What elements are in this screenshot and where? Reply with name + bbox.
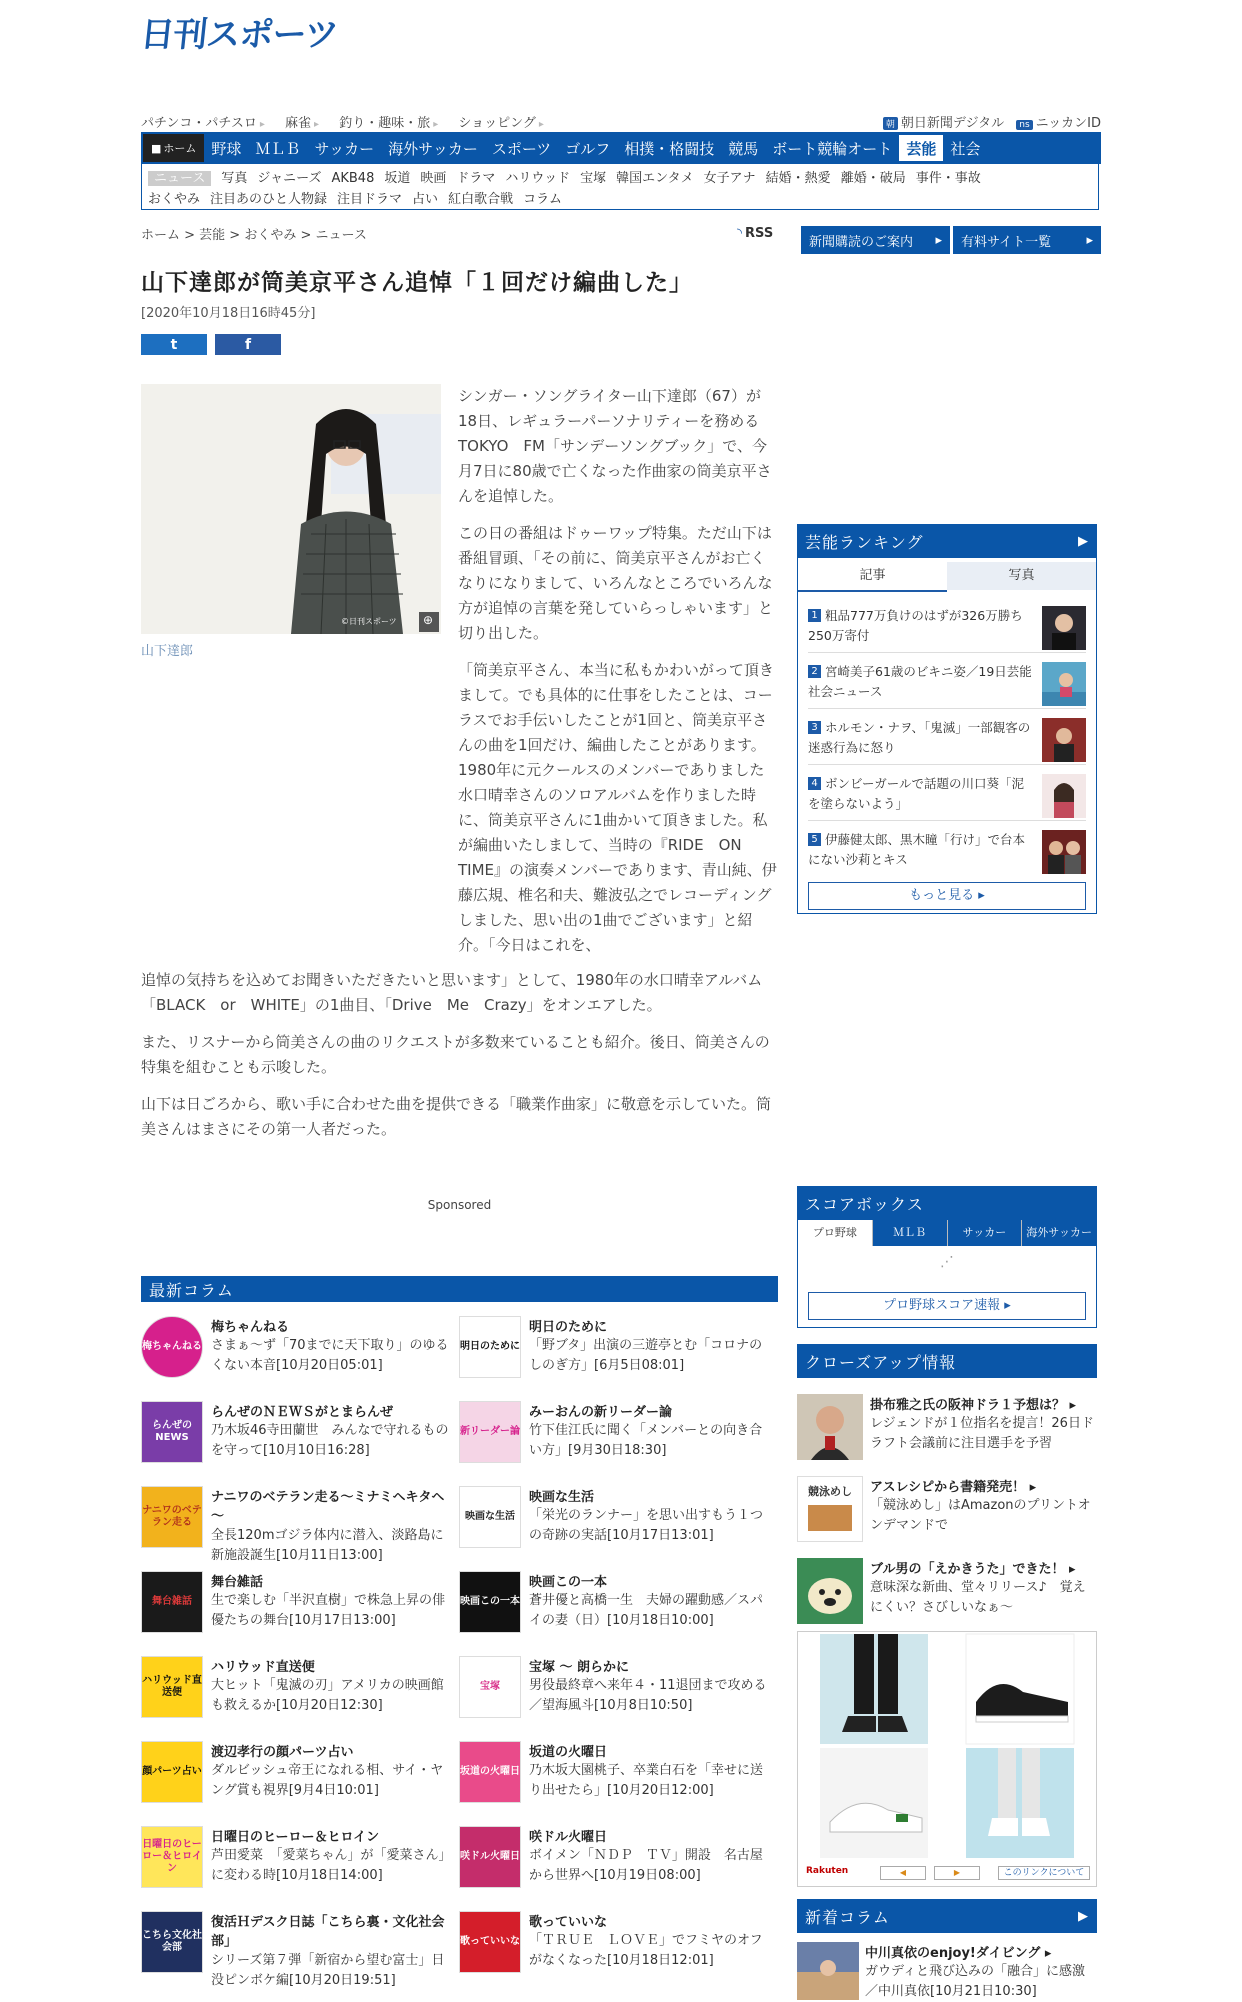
column-icon: 舞台雑話 (141, 1571, 203, 1633)
nav-society[interactable]: 社会 (950, 139, 981, 158)
ranking-tab-photos[interactable]: 写真 (947, 562, 1096, 590)
column-item[interactable] (459, 1826, 769, 1906)
column-desc: さまぁ～ず「70までに天下取り」のゆるくない本音[10月20日05:01] (211, 1338, 449, 1373)
bulldog-mascot-icon (797, 1558, 863, 1624)
facebook-share-button[interactable] (215, 334, 281, 355)
ranking-item[interactable] (808, 602, 1086, 653)
column-item[interactable] (459, 1656, 769, 1736)
column-icon: 新リーダー論 (459, 1401, 521, 1463)
score-flash-label: プロ野球スコア速報 (883, 1298, 1001, 1313)
subnav-item[interactable]: AKB48 (331, 171, 375, 186)
util-link-shopping[interactable]: ショッピング ▸ (458, 116, 544, 131)
column-desc: 乃木坂46寺田蘭世 みんなで守れるものを守って[10月10日16:28] (211, 1423, 449, 1458)
ranking-item[interactable] (808, 770, 1086, 821)
column-title: みーおんの新リーダー論 (529, 1405, 673, 1420)
new-column-item-desc: ガウディと飛び込みの「融合」に感激／中川真依[10月21日10:30] (865, 1964, 1085, 1999)
column-title: 宝塚 ～ 朗らかに (529, 1660, 630, 1675)
rank-number: 4 (808, 777, 821, 790)
nikkan-id-link[interactable]: ニッカンID (1035, 116, 1101, 131)
twitter-share-button[interactable] (141, 334, 207, 355)
article-body-full (141, 968, 778, 1154)
column-desc: 全長120mゴジラ体内に潜入、淡路島に新施設誕生[10月11日13:00] (211, 1528, 444, 1563)
article-paragraph: シンガー・ソングライター山下達郎（67）が18日、レギュラーパーソナリティーを務めるTOKYO FM「サンデーソングブック」で、今月7日に80歳で亡くなった作曲家の筒美京平さんを追悼した。 (458, 387, 772, 505)
nav-soccer[interactable]: サッカー (314, 139, 375, 158)
subnav-item[interactable]: 女子アナ (703, 171, 756, 186)
subnav-item[interactable]: ドラマ (456, 171, 496, 186)
column-icon: 宝塚 (459, 1656, 521, 1718)
column-item[interactable] (141, 1401, 451, 1481)
loading-icon: ⋰ (940, 1254, 954, 1270)
nikkan-id-icon: ns (1016, 120, 1032, 130)
nav-sports[interactable]: スポーツ (491, 139, 552, 158)
column-item[interactable] (141, 1571, 451, 1651)
closeup-title: アスレシピから書籍発売！ (870, 1480, 1026, 1495)
column-icon: 梅ちゃんねる (141, 1316, 203, 1378)
nav-mlb[interactable]: ＭＬＢ (255, 139, 301, 158)
ranking-thumbnail (1042, 774, 1086, 818)
new-column-item-title: 中川真依のenjoy!ダイビング (865, 1946, 1041, 1961)
article-body (458, 384, 778, 958)
rss-icon: ◝ (737, 226, 743, 241)
article-paragraph: この日の番組はドゥーワップ特集。ただ山下は番組冒頭、「その前に、筒美京平さんがお亡くなりになりまして、いろんなところでいろんな方が追悼の言葉を発していらっしゃいます」と切り出した。 (458, 524, 774, 642)
breadcrumb[interactable]: ホーム > 芸能 > おくやみ > ニュース (141, 228, 367, 243)
facebook-icon: f (244, 336, 252, 353)
closeup-item[interactable]: 掛布雅之氏の阪神ドラ１予想は？ ▸ レジェンドが１位指名を提言！26日ドラフト会議前に注目選手を予習 (797, 1394, 1097, 1460)
column-icon: 歌っていいな (459, 1911, 521, 1973)
sponsored-label: Sponsored (427, 1198, 492, 1212)
subnav-item[interactable]: 離婚・破局 (840, 171, 906, 186)
subnav-item[interactable]: ハリウッド (505, 171, 571, 186)
ranking-thumbnail (1042, 830, 1086, 874)
column-title: 坂道の火曜日 (529, 1745, 608, 1760)
subnav-item[interactable]: 占い (412, 192, 439, 207)
scorebox-header: スコアボックス (797, 1186, 1097, 1220)
rank-number: 2 (808, 665, 821, 678)
column-title: 復活Ｈデスク日誌「こちら裏・文化社会部」 (211, 1915, 445, 1949)
column-title: 明日のために (529, 1320, 608, 1335)
column-desc: 竹下佳江氏に聞く「メンバーとの向き合い方」[9月30日18:30] (529, 1423, 763, 1458)
column-icon: 映画な生活 (459, 1486, 521, 1548)
column-item[interactable] (459, 1741, 769, 1821)
closeup-desc: 意味深な新曲、堂々リリース♪ 覚えにくい？さびしいなぁ～ (870, 1580, 1086, 1615)
rss-label: RSS (745, 226, 774, 241)
column-icon: 坂道の火曜日 (459, 1741, 521, 1803)
subnav-item[interactable]: 宝塚 (580, 171, 607, 186)
column-desc: 乃木坂大園桃子、卒業白石を「幸せに送り出せたら」[10月20日12:00] (529, 1763, 764, 1798)
score-tab-mlb[interactable]: ＭＬＢ (873, 1220, 948, 1246)
ranking-title: 芸能ランキング (805, 532, 924, 552)
column-title: らんぜのＮＥＷＳがとまらんぜ (211, 1405, 394, 1420)
subscription-button[interactable]: 新聞購読のご案内 ▸ (801, 226, 950, 254)
ranking-item[interactable] (808, 714, 1086, 765)
column-icon: 映画この一本 (459, 1571, 521, 1633)
column-title: 舞台雑話 (211, 1575, 264, 1590)
column-icon: 明日のために (459, 1316, 521, 1378)
column-title: 映画この一本 (529, 1575, 608, 1590)
column-icon: 日曜日のヒーロー＆ヒロイン (141, 1826, 203, 1888)
column-title: 映画な生活 (529, 1490, 595, 1505)
shopping-ad[interactable] (797, 1631, 1097, 1887)
subnav-item[interactable]: 結婚・熱愛 (765, 171, 831, 186)
column-icon: ハリウッド直送便 (141, 1656, 203, 1718)
article-paragraph: また、リスナーから筒美さんの曲のリクエストが多数来ていることも紹介。後日、筒美さんの特集を組むことも示唆した。 (141, 1033, 770, 1076)
twitter-icon: t (170, 336, 178, 353)
subnav-news[interactable]: ニュース (148, 171, 211, 186)
utility-bar (141, 112, 1101, 132)
util-link-mahjong[interactable]: 麻雀 ▸ (285, 116, 319, 131)
paid-sites-button[interactable]: 有料サイト一覧 ▸ (953, 226, 1101, 254)
ranking-more-label: もっと見る (909, 888, 975, 903)
ranking-item-text: ホルモン・ナヲ、「鬼滅」一部観客の迷惑行為に怒り (808, 720, 1031, 755)
ranking-header[interactable] (797, 524, 1097, 558)
ranking-thumbnail (1042, 662, 1086, 706)
article-paragraph: 「筒美京平さん、本当に私もかわいがって頂きまして。でも具体的に仕事をしたことは、コーラスでお手伝いしたことが1回と、筒美京平さんの曲を1回だけ、編曲したことがあります。1980年に元クールスのメンバーでありました水口晴幸さんのソロアルバムを作りました時に、筒美京平さんに1曲かいて頂きました。私が編曲いたしまして、当時の『RIDE ON TIME』の演奏メンバーであります、青山純、伊藤広規、椎名和夫、難波弘之でレコーディングしました、思い出の1曲でございます」と紹介。「今日はこれを、 (458, 661, 777, 954)
column-desc: ダルビッシュ帝王になれる相、サイ・ヤング賞も視界[9月4日10:01] (211, 1763, 444, 1798)
column-title: 咲ドル火曜日 (529, 1830, 608, 1845)
closeup-thumbnail (797, 1394, 863, 1460)
column-item[interactable] (141, 1741, 451, 1821)
column-desc: 生で楽しむ「半沢直樹」で株急上昇の俳優たちの舞台[10月17日13:00] (211, 1593, 446, 1628)
ranking-box (797, 558, 1097, 914)
subnav-item[interactable]: 事件・事故 (915, 171, 981, 186)
nav-boat[interactable]: ボート競輪オート (772, 139, 893, 158)
ranking-item[interactable] (808, 658, 1086, 709)
column-desc: ボイメン「ＮＤＰ ＴＶ」開設 名古屋から世界へ[10月19日08:00] (529, 1848, 763, 1883)
scorebox (797, 1220, 1097, 1328)
column-item[interactable] (459, 1316, 769, 1396)
column-desc: 「野ブタ」出演の三遊亭とむ「コロナのしのぎ方」[6月5日08:01] (529, 1338, 763, 1373)
nav-world-soccer[interactable]: 海外サッカー (388, 139, 478, 158)
column-icon: こちら文化社会部 (141, 1911, 203, 1973)
util-link-pachinko[interactable]: パチンコ・パチスロ ▸ (141, 116, 265, 131)
subnav-item[interactable]: おくやみ (148, 192, 201, 207)
column-icon: 咲ドル火曜日 (459, 1826, 521, 1888)
score-tab-soccer[interactable]: サッカー (948, 1220, 1023, 1246)
book-cover-label: 競泳めし (808, 1485, 852, 1498)
ad-products-image (798, 1632, 1096, 1864)
column-item[interactable] (459, 1401, 769, 1481)
subnav-item[interactable]: 坂道 (384, 171, 411, 186)
global-nav (141, 132, 1101, 164)
nav-home[interactable] (143, 134, 204, 162)
ad-about-link[interactable]: このリンクについて (998, 1866, 1090, 1880)
photo-caption: 山下達郎 (141, 644, 194, 659)
column-item[interactable] (141, 1911, 451, 1991)
column-title: ナニワのベテラン走る～ミナミヘキタヘ～ (211, 1490, 445, 1524)
sub-nav (141, 164, 1099, 210)
article-photo[interactable] (141, 384, 441, 634)
chevron-right-icon: ▶ (1078, 1908, 1089, 1924)
column-item[interactable] (459, 1571, 769, 1651)
subnav-item[interactable]: 注目あのひと人物録 (210, 192, 328, 207)
column-icon: ナニワのベテラン走る (141, 1486, 203, 1548)
new-column-title: 新着コラム (805, 1907, 890, 1927)
home-icon: ■ (151, 141, 162, 155)
score-tab-world-soccer[interactable]: 海外サッカー (1022, 1220, 1096, 1246)
ranking-tab-articles[interactable]: 記事 (798, 562, 947, 592)
column-desc: 大ヒット「鬼滅の刃」アメリカの映画館も救えるか[10月20日12:30] (211, 1678, 444, 1713)
ad-prev-button[interactable]: ◀ (880, 1866, 926, 1880)
site-logo[interactable]: 日刊スポーツ (138, 14, 340, 55)
subnav-item[interactable]: 映画 (420, 171, 447, 186)
column-title: ハリウッド直送便 (211, 1660, 315, 1675)
ranking-more-button[interactable]: もっと見る ▸ (808, 882, 1086, 910)
nav-baseball[interactable]: 野球 (211, 139, 242, 158)
closeup-title: 掛布雅之氏の阪神ドラ１予想は？ (870, 1398, 1066, 1413)
article-paragraph: 山下は日ごろから、歌い手に合わせた曲を提供できる「職業作曲家」に敬意を示していた。筒美さんはまさにその第一人者だった。 (141, 1095, 772, 1138)
rank-number: 5 (808, 833, 821, 846)
util-link-fishing[interactable]: 釣り・趣味・旅 ▸ (339, 116, 438, 131)
new-column-thumbnail (797, 1942, 859, 2000)
asahi-icon: 朝 (883, 117, 898, 130)
subnav-item[interactable]: 注目ドラマ (337, 192, 403, 207)
column-item[interactable] (141, 1486, 451, 1566)
new-column-item[interactable]: 中川真依のenjoy!ダイビング ▸ ガウディと飛び込みの「融合」に感激／中川真依[10月21日10:30] (797, 1942, 1097, 2000)
column-desc: 男役最終章へ来年４・11退団まで攻める／望海風斗[10月8日10:50] (529, 1678, 767, 1713)
rank-number: 1 (808, 609, 821, 622)
score-flash-button[interactable]: プロ野球スコア速報 ▸ (808, 1292, 1086, 1320)
article-date: [2020年10月18日16時45分] (141, 306, 316, 321)
subnav-item[interactable]: ジャニーズ (257, 171, 322, 186)
ranking-item-text: 宮崎美子61歳のビキニ姿／19日芸能社会ニュース (808, 664, 1032, 699)
column-item[interactable] (141, 1826, 451, 1906)
new-column-header[interactable] (797, 1899, 1097, 1933)
ad-next-button[interactable]: ▶ (934, 1866, 980, 1880)
closeup-header: クローズアップ情報 (797, 1344, 1097, 1378)
chevron-right-icon: ▶ (1078, 533, 1089, 549)
ranking-item-text: 粗品777万負けのはずが326万勝ち250万寄付 (808, 608, 1023, 643)
subnav-item[interactable]: 写真 (221, 171, 248, 186)
column-item[interactable] (141, 1316, 451, 1396)
portrait-image (141, 384, 441, 634)
column-item[interactable] (459, 1911, 769, 1991)
rss-link[interactable] (737, 226, 773, 241)
nav-sumo[interactable]: 相撲・格闘技 (624, 139, 715, 158)
subnav-item[interactable]: 韓国エンタメ (616, 171, 694, 186)
ranking-item-text: 伊藤健太郎、黒木瞳「行け」で台本にない沙莉とキス (808, 832, 1026, 867)
subnav-item[interactable]: コラム (523, 192, 562, 207)
ranking-thumbnail (1042, 718, 1086, 762)
rakuten-logo: Rakuten (806, 1866, 849, 1876)
closeup-desc: 「競泳めし」はAmazonのプリントオンデマンドで (870, 1498, 1091, 1533)
score-tab-npb[interactable]: プロ野球 (798, 1220, 873, 1246)
ranking-item-text: ボンビーガールで話題の川口葵「泥を塗らないよう」 (808, 776, 1025, 811)
ranking-item[interactable] (808, 826, 1086, 876)
closeup-item[interactable]: ブル男の「えかきうた」できた！ ▸ 意味深な新曲、堂々リリース♪ 覚えにくい？さびしいなぁ～ (797, 1558, 1097, 1624)
column-title: 日曜日のヒーロー＆ヒロイン (211, 1830, 380, 1845)
asahi-link[interactable]: 朝日新聞デジタル (900, 116, 1005, 131)
column-title: 梅ちゃんねる (211, 1320, 290, 1335)
column-item[interactable] (459, 1486, 769, 1566)
column-desc: 芦田愛菜 「愛菜ちゃん」が「愛菜さん」に変わる時[10月18日14:00] (211, 1848, 446, 1883)
nav-entertainment[interactable]: 芸能 (899, 135, 943, 161)
nav-keiba[interactable]: 競馬 (728, 139, 759, 158)
zoom-icon[interactable]: ⊕ (423, 613, 434, 627)
column-desc: 「栄光のランナー」を思い出すもう１つの奇跡の実話[10月17日13:01] (529, 1508, 764, 1543)
closeup-title: ブル男の「えかきうた」できた！ (870, 1562, 1065, 1577)
rank-number: 3 (808, 721, 821, 734)
photo-credit: ©日刊スポーツ (341, 617, 397, 626)
article-paragraph: 追悼の気持ちを込めてお聞きいただきたいと思います」として、1980年の水口晴幸アルバム「BLACK or WHITE」の1曲目、「Drive Me Crazy」をオンエアした。 (141, 971, 763, 1014)
column-title: 渡辺孝行の顔パーツ占い (211, 1745, 354, 1760)
book-cover-icon (797, 1476, 863, 1542)
column-icon: らんぜのNEWS (141, 1401, 203, 1463)
column-desc: 「ＴＲＵＥ ＬＯＶＥ」でフミヤのオフがなくなった[10月18日12:01] (529, 1933, 763, 1968)
closeup-desc: レジェンドが１位指名を提言！26日ドラフト会議前に注目選手を予習 (870, 1416, 1094, 1451)
nav-golf[interactable]: ゴルフ (565, 139, 611, 158)
column-desc: 蒼井優と高橋一生 夫婦の躍動感／スパイの妻（日）[10月18日10:00] (529, 1593, 764, 1628)
subnav-item[interactable]: 紅白歌合戦 (448, 192, 514, 207)
article-title: 山下達郎が筒美京平さん追悼「１回だけ編曲した」 (141, 270, 693, 296)
nav-home-label: ホーム (163, 142, 197, 155)
column-title: 歌っていいな (529, 1915, 608, 1930)
ranking-thumbnail (1042, 606, 1086, 650)
closeup-item[interactable]: 競泳めし アスレシピから書籍発売！ ▸ 「競泳めし」はAmazonのプリントオンデマンドで (797, 1476, 1097, 1542)
column-icon: 顔パーツ占い (141, 1741, 203, 1803)
column-desc: シリーズ第７弾「新宿から望む富士」日没ピンボケ編[10月20日19:51] (211, 1953, 445, 1988)
column-item[interactable] (141, 1656, 451, 1736)
columns-header: 最新コラム (141, 1276, 778, 1302)
